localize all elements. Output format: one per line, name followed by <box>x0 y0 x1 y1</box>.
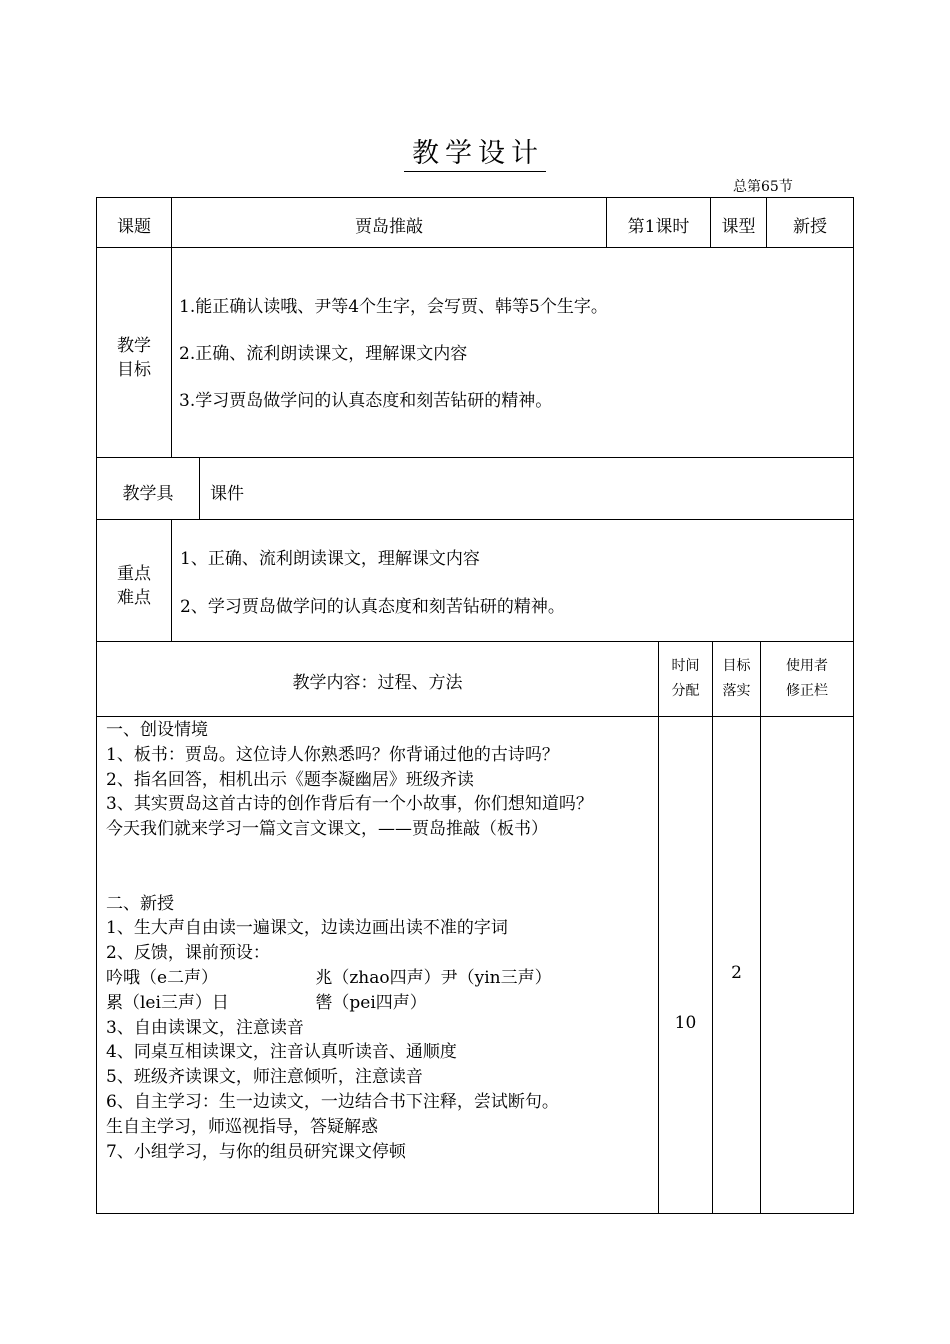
user-header-line1: 使用者 <box>786 658 828 674</box>
row-divider <box>96 247 854 248</box>
col-divider <box>658 641 659 1214</box>
topic-value: 贾岛推敲 <box>355 217 423 237</box>
objectives-label-line1: 教学 <box>117 336 151 356</box>
col-divider <box>712 641 713 1214</box>
row-divider <box>96 641 854 642</box>
process-line: 生自主学习，师巡视指导，答疑解惑 <box>106 1116 378 1137</box>
time-header-line2: 分配 <box>671 683 700 699</box>
period-value: 第1课时 <box>627 217 690 237</box>
process-line: 3、自由读课文，注意读音 <box>106 1017 304 1038</box>
teaching-process <box>106 718 593 1164</box>
process-line: 6、自主学习：生一边读文，一边结合书下注释，尝试断句。 <box>106 1091 559 1112</box>
process-line: 今天我们就来学习一篇文言文课文，——贾岛推敲（板书） <box>106 819 548 840</box>
process-line: 2、反馈，课前预设： <box>106 943 270 964</box>
keypoints-label-line2: 难点 <box>117 588 151 608</box>
objective-item: 3.学习贾岛做学问的认真态度和刻苦钻研的精神。 <box>179 391 553 411</box>
tools-label: 教学具 <box>122 484 174 504</box>
process-line: 7、小组学习，与你的组员研究课文停顿 <box>106 1141 406 1162</box>
goal-header-line2: 落实 <box>722 683 751 699</box>
row-divider <box>96 457 854 458</box>
process-line: 4、同桌互相读课文，注音认真听读音、通顺度 <box>106 1042 457 1063</box>
objectives-label-line2: 目标 <box>117 360 151 380</box>
col-divider <box>760 641 761 1214</box>
goal-value: 2 <box>731 963 742 983</box>
process-line: 1、生大声自由读一遍课文，边读边画出读不准的字词 <box>106 918 508 939</box>
keypoint-item: 1、正确、流利朗读课文，理解课文内容 <box>180 549 480 569</box>
objective-item: 2.正确、流利朗读课文，理解课文内容 <box>179 344 468 364</box>
process-line <box>106 867 593 892</box>
process-line: 二、新授 <box>106 893 174 914</box>
row-divider <box>96 716 854 717</box>
goal-header-line1: 目标 <box>722 658 751 674</box>
user-header-line2: 修正栏 <box>786 683 828 699</box>
time-allocation-value: 10 <box>674 1013 697 1033</box>
process-line: 累（lei三声）日 辔（pei四声） <box>106 992 427 1013</box>
lesson-number: 总第65节 <box>733 179 793 195</box>
tools-value: 课件 <box>210 484 244 504</box>
process-line <box>106 842 593 867</box>
type-label: 课型 <box>721 217 756 237</box>
content-header: 教学内容：过程、方法 <box>292 673 463 693</box>
topic-label: 课题 <box>117 217 151 237</box>
process-line: 一、创设情境 <box>106 720 208 740</box>
document-title: 教学设计 <box>0 131 950 170</box>
keypoints-label-line1: 重点 <box>117 564 151 584</box>
process-line: 1、板书：贾岛。这位诗人你熟悉吗？你背诵过他的古诗吗？ <box>106 744 559 765</box>
process-line: 吟哦（e二声） 兆（zhao四声）尹（yin三声） <box>106 967 552 988</box>
process-line: 3、其实贾岛这首古诗的创作背后有一个小故事，你们想知道吗？ <box>106 794 593 815</box>
keypoint-item: 2、学习贾岛做学问的认真态度和刻苦钻研的精神。 <box>180 597 565 617</box>
objective-item: 1.能正确认读哦、尹等4个生字，会写贾、韩等5个生字。 <box>179 297 608 317</box>
process-line: 2、指名回答，相机出示《题李凝幽居》班级齐读 <box>106 769 474 790</box>
process-line: 5、班级齐读课文，师注意倾听，注意读音 <box>106 1067 423 1088</box>
row-divider <box>96 519 854 520</box>
type-value: 新授 <box>793 217 827 237</box>
time-header-line1: 时间 <box>671 658 700 674</box>
